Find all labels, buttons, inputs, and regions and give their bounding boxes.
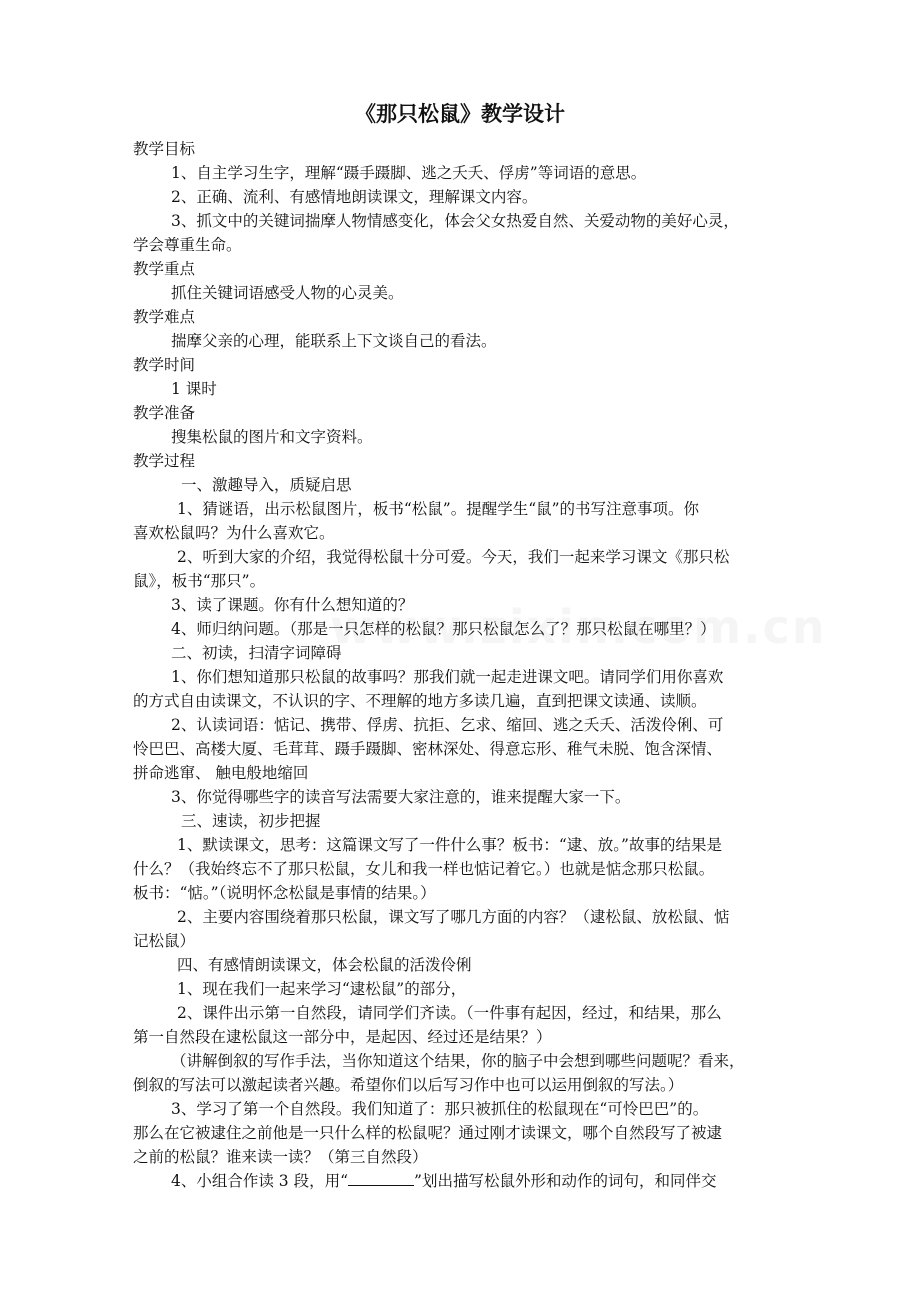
paragraph-line: 学会尊重生命。 xyxy=(133,236,242,254)
paragraph-line: 1、现在我们一起来学习“逮松鼠”的部分， xyxy=(177,980,467,998)
subsection-heading: 三、速读，初步把握 xyxy=(181,812,321,830)
paragraph-line: 之前的松鼠？谁来读一读？（第三自然段） xyxy=(133,1148,428,1166)
paragraph-line: 怜巴巴、高楼大厦、毛茸茸、蹑手蹑脚、密林深处、得意忘形、稚气未脱、饱含深情、 xyxy=(133,740,723,758)
paragraph-line: 3、读了课题。你有什么想知道的？ xyxy=(171,596,414,614)
paragraph-line: 鼠》，板书“那只”。 xyxy=(133,572,266,590)
paragraph-line: 1 课时 xyxy=(171,380,217,398)
paragraph-line: 1、猜谜语，出示松鼠图片，板书“松鼠”。提醒学生“鼠”的书写注意事项。你 xyxy=(177,500,700,518)
paragraph-line: 2、课件出示第一自然段，请同学们齐读。（一件事有起因，经过，和结果，那么 xyxy=(177,1004,722,1022)
paragraph-text: ”划出描写松鼠外形和动作的词句，和同伴交 xyxy=(414,1172,717,1190)
paragraph-line: 1、自主学习生字，理解“蹑手蹑脚、逃之夭夭、俘虏”等词语的意思。 xyxy=(171,164,647,182)
subsection-heading: 四、有感情朗读课文，体会松鼠的活泼伶俐 xyxy=(177,956,472,974)
paragraph-line: 3、学习了第一个自然段。我们知道了：那只被抓住的松鼠现在“可怜巴巴”的。 xyxy=(171,1100,709,1118)
paragraph-line: 2、主要内容围绕着那只松鼠，课文写了哪几方面的内容？（逮松鼠、放松鼠、惦 xyxy=(177,908,730,926)
paragraph-line: 4、师归纳问题。（那是一只怎样的松鼠？那只松鼠怎么了？那只松鼠在哪里？） xyxy=(171,620,716,638)
paragraph-line: 2、正确、流利、有感情地朗读课文，理解课文内容。 xyxy=(171,188,538,206)
paragraph-text: 4、小组合作读 3 段，用“ xyxy=(171,1172,349,1190)
paragraph-line: 那么在它被逮住之前他是一只什么样的松鼠呢？通过刚才读课文，哪个自然段写了被逮 xyxy=(133,1124,723,1142)
section-heading: 教学重点 xyxy=(133,260,196,278)
paragraph-line: 搜集松鼠的图片和文字资料。 xyxy=(171,428,373,446)
subsection-heading: 二、初读，扫清字词障碍 xyxy=(171,644,342,662)
paragraph-line: 什么？（我始终忘不了那只松鼠，女儿和我一样也惦记着它。）也就是惦念那只松鼠。 xyxy=(133,860,715,878)
document-title: 《那只松鼠》教学设计 xyxy=(355,102,565,126)
paragraph-line: 1、你们想知道那只松鼠的故事吗？那我们就一起走进课文吧。请同学们用你喜欢 xyxy=(171,668,724,686)
paragraph-line: 3、抓文中的关键词揣摩人物情感变化，体会父女热爱自然、关爱动物的美好心灵， xyxy=(171,212,739,230)
fill-in-blank xyxy=(348,1171,414,1186)
section-heading: 教学目标 xyxy=(133,140,196,158)
section-heading: 教学过程 xyxy=(133,452,196,470)
paragraph-line: 2、认读词语：惦记、携带、俘虏、抗拒、乞求、缩回、逃之夭夭、活泼伶俐、可 xyxy=(171,716,724,734)
paragraph-line: （讲解倒叙的写作手法，当你知道这个结果，你的脑子中会想到哪些问题呢？看来， xyxy=(171,1052,745,1070)
paragraph-line: 1、默读课文，思考：这篇课文写了一件什么事？板书：“逮、放。”故事的结果是 xyxy=(177,836,722,854)
paragraph-line: 揣摩父亲的心理，能联系上下文谈自己的看法。 xyxy=(171,332,497,350)
subsection-heading: 一、激趣导入，质疑启思 xyxy=(181,476,352,494)
paragraph-line: 抓住关键词语感受人物的心灵美。 xyxy=(171,284,404,302)
paragraph-line: 的方式自由读课文，不认识的字、不理解的地方多读几遍，直到把课文读通、读顺。 xyxy=(133,692,707,710)
paragraph-line: 喜欢松鼠吗？为什么喜欢它。 xyxy=(133,524,335,542)
paragraph-line: 记松鼠） xyxy=(133,932,196,950)
paragraph-line: 板书：“惦。”（说明怀念松鼠是事情的结果。） xyxy=(133,884,436,902)
paragraph-line xyxy=(171,1170,716,1192)
paragraph-line: 2、听到大家的介绍，我觉得松鼠十分可爱。今天，我们一起来学习课文《那只松 xyxy=(177,548,730,566)
section-heading: 教学准备 xyxy=(133,404,196,422)
section-heading: 教学时间 xyxy=(133,356,196,374)
paragraph-line: 倒叙的写法可以激起读者兴趣。希望你们以后写习作中也可以运用倒叙的写法。） xyxy=(133,1076,684,1094)
paragraph-line: 3、你觉得哪些字的读音写法需要大家注意的，谁来提醒大家一下。 xyxy=(171,788,631,806)
paragraph-line: 拼命逃窜、 触电般地缩回 xyxy=(133,764,309,782)
section-heading: 教学难点 xyxy=(133,308,196,326)
paragraph-line: 第一自然段在逮松鼠这一部分中，是起因、经过还是结果？） xyxy=(133,1028,552,1046)
